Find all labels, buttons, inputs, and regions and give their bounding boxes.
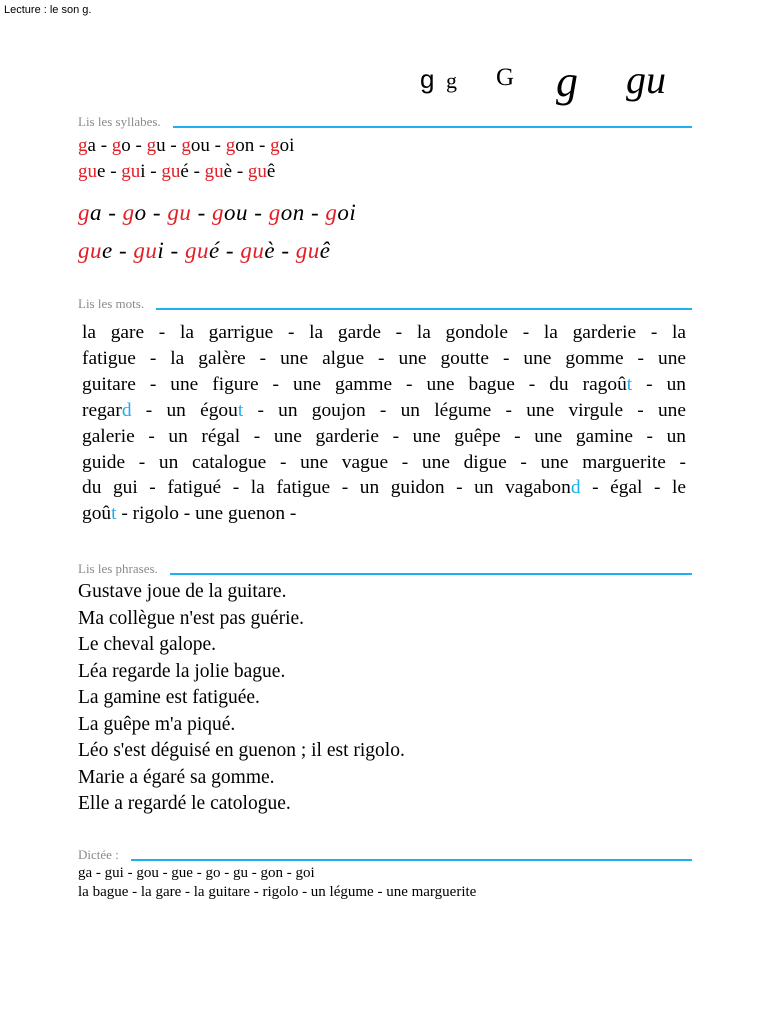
section-phrases [78,557,692,577]
grapheme-g: g [268,200,281,225]
syllable: guè [204,161,233,182]
syllables-cursive-line-2: gue - gui - gué - guè - guê [78,238,331,263]
word-line: du gui - fatigué - la fatigue - un guidon - un vagabond - égal - le [82,477,686,499]
grapheme-g: gu [78,161,97,182]
letter-serif-g: g [446,68,457,93]
syllable: goi [325,200,357,225]
phrase: Léa regarde la jolie bague. [78,660,286,682]
grapheme-g: gu [240,238,265,263]
syllables-print-line-1: ga - go - gu - gou - gon - goi [78,135,295,156]
grapheme-g: gu [295,238,320,263]
word-line: guitare - une figure - une gamme - une bague - du ragoût - un [82,373,687,395]
syllable: go [122,200,147,225]
grapheme-g: g [111,135,122,156]
grapheme-g: g [325,200,338,225]
syllable: go [111,135,131,156]
grapheme-g: g [225,135,236,156]
silent-letter: d [570,477,581,499]
phrase: Le cheval galope. [78,634,217,655]
grapheme-g: gu [204,161,224,182]
section-rule [173,126,692,128]
letter-cursive-g: g [556,57,578,106]
syllable: gu [146,135,166,156]
section-rule [170,573,692,575]
syllable: guè [240,238,276,263]
letter-capital-g: G [496,64,515,91]
phrase: La gamine est fatiguée. [78,687,260,708]
section-title-syllables: Lis les syllabes. [78,114,161,129]
grapheme-g: g [122,200,135,225]
grapheme-g: gu [167,200,192,225]
grapheme-g: g [78,200,90,225]
phrase-list [78,579,405,818]
grapheme-g: gu [121,161,141,182]
syllable: gui [121,161,146,182]
syllable: gue [78,238,113,263]
word-line: goût - rigolo - une guenon - [82,503,297,525]
word-line: galerie - un régal - une garderie - une guêpe - une gamine - un [82,425,686,447]
phrase: La guêpe m'a piqué. [78,713,236,735]
syllables-print-line-2: gue - gui - gué - guè - guê [78,161,276,182]
grapheme-g: g [78,135,88,156]
phrase: Ma collègue n'est pas guérie. [78,607,305,629]
syllable: ga [78,200,102,225]
syllable: gou [212,200,249,225]
section-title-dictee: Dictée : [78,847,119,862]
word-line: fatigue - la galère - une algue - une goutte - une gomme - une [82,347,686,369]
section-title-phrases: Lis les phrases. [78,561,158,576]
letter-print-g: g [420,64,435,94]
syllable: gon [225,135,255,156]
syllables-cursive-line-1: ga - go - gu - gou - gon - goi [78,200,357,225]
grapheme-g: g [146,135,157,156]
word-list [82,320,686,527]
syllable: ga [78,135,96,156]
grapheme-g: g [270,135,280,156]
syllable: gon [268,200,305,225]
word-line: regard - un égout - un goujon - un légume - une virgule - une [82,399,686,421]
section-syllables [78,110,692,130]
phrase: Gustave joue de la guitare. [78,581,287,602]
silent-letter: t [626,373,633,395]
syllable: gou [181,135,210,156]
dictee-line-1: ga - gui - gou - gue - go - gu - gon - goi [78,865,315,881]
grapheme-g: gu [184,238,209,263]
section-words [78,292,692,312]
syllable: guê [295,238,331,263]
word-line: guide - un catalogue - une vague - une digue - une marguerite - [82,451,686,473]
section-dictee [78,843,692,863]
phrase: Léo s'est déguisé en guenon ; il est rigolo. [78,740,405,761]
grapheme-g: gu [78,238,102,263]
section-title-words: Lis les mots. [78,296,145,311]
phrase: Elle a regardé le catologue. [78,793,291,814]
grapheme-g: g [181,135,191,156]
silent-letter: t [237,399,244,421]
grapheme-g: gu [161,161,181,182]
syllable [167,200,191,225]
dictee-line-2: la bague - la gare - la guitare - rigolo - un légume - une marguerite [78,884,477,900]
syllable: gué [184,238,220,263]
syllable: gui [133,238,165,263]
syllable: gué [161,161,189,182]
grapheme-g: gu [247,161,267,182]
section-rule [131,859,692,861]
silent-letter: t [111,503,117,525]
grapheme-g: g [212,200,225,225]
phrase: Marie a égaré sa gomme. [78,766,275,788]
syllable: guê [247,161,276,182]
syllable: gue [78,161,106,182]
page-header: Lecture : le son g. [4,4,92,16]
word-line: la gare - la garrigue - la garde - la gondole - la garderie - la [82,322,686,343]
syllable: goi [270,135,295,156]
grapheme-g: gu [133,238,158,263]
section-rule [156,308,692,310]
silent-letter: d [121,399,132,421]
letter-cursive-gu: gu [626,57,666,102]
